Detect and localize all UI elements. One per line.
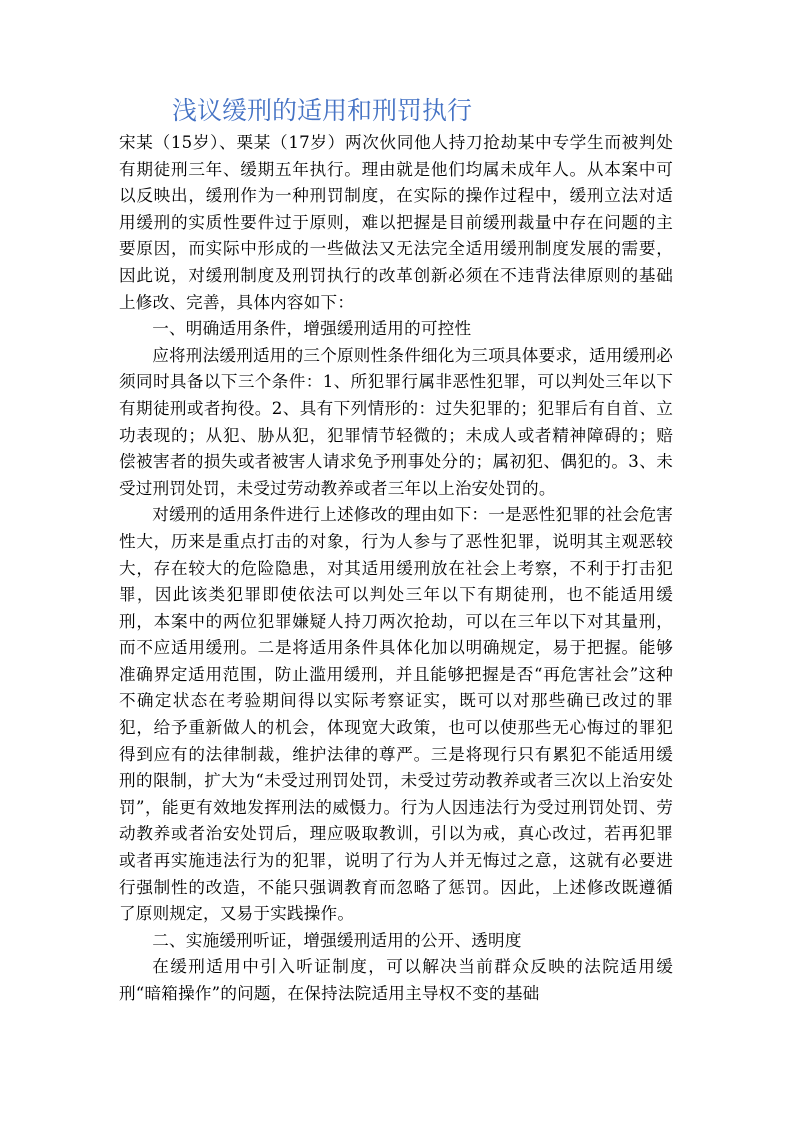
paragraph-hearing: 在缓刑适用中引入听证制度，可以解决当前群众反映的法院适用缓刑“暗箱操作”的问题，在保持法院适用主导权不变的基础 <box>119 957 673 1003</box>
document-title: 浅议缓刑的适用和刑罚执行 <box>172 96 473 125</box>
paragraph-reasons: 对缓刑的适用条件进行上述修改的理由如下：一是恶性犯罪的社会危害性大，历来是重点打击的对象，行为人参与了恶性犯罪，说明其主观恶较大，存在较大的危险隐患，对其适用缓刑放在社会上考察，不利于打击犯罪，因此该类犯罪即使依法可以判处三年以下有期徒刑，也不能适用缓刑，本案中的两位犯罪嫌疑人持刀两次抢劫，可以在三年以下对其量刑，而不应适用缓刑。二是将适用条件具体化加以明确规定，易于把握。能够准确界定适用范围，防止滥用缓刑，并且能够把握是否“再危害社会”这种不确定状态在考验期间得以实际考察证实，既可以对那些确已改过的罪犯，给予重新做人的机会，体现宽大政策，也可以使那些无心悔过的罪犯得到应有的法律制裁，维护法律的尊严。三是将现行只有累犯不能适用缓刑的限制，扩大为“未受过刑罚处罚，未受过劳动教养或者三次以上治安处罚”，能更有效地发挥刑法的威慑力。行为人因违法行为受过刑罚处罚、劳动教养或者治安处罚后，理应吸取教训，引以为戒，真心改过，若再犯罪或者再实施违法行为的犯罪，说明了行为人并无悔过之意，这就有必要进行强制性的改造，不能只强调教育而忽略了惩罚。因此，上述修改既遵循了原则规定，又易于实践操作。 <box>119 505 673 924</box>
document-body <box>119 130 673 1008</box>
section-heading-2: 二、实施缓刑听证，增强缓刑适用的公开、透明度 <box>152 930 522 950</box>
section-heading-1: 一、明确适用条件，增强缓刑适用的可控性 <box>152 319 472 339</box>
paragraph-intro: 宋某（15岁）、栗某（17岁）两次伙同他人持刀抢劫某中专学生而被判处有期徒刑三年、缓期五年执行。理由就是他们均属未成年人。从本案中可以反映出，缓刑作为一种刑罚制度，在实际的操作过程中，缓刑立法对适用缓刑的实质性要件过于原则，难以把握是目前缓刑裁量中存在问题的主要原因，而实际中形成的一些做法又无法完全适用缓刑制度发展的需要，因此说，对缓刑制度及刑罚执行的改革创新必须在不违背法律原则的基础上修改、完善，具体内容如下： <box>119 133 673 312</box>
paragraph-conditions: 应将刑法缓刑适用的三个原则性条件细化为三项具体要求，适用缓刑必须同时具备以下三个条件：1、所犯罪行属非恶性犯罪，可以判处三年以下有期徒刑或者拘役。2、具有下列情形的：过失犯罪的；犯罪后有自首、立功表现的；从犯、胁从犯，犯罪情节轻微的；未成人或者精神障碍的；赔偿被害者的损失或者被害人请求免予刑事处分的；属初犯、偶犯的。3、未受过刑罚处罚，未受过劳动教养或者三年以上治安处罚的。 <box>119 345 673 498</box>
